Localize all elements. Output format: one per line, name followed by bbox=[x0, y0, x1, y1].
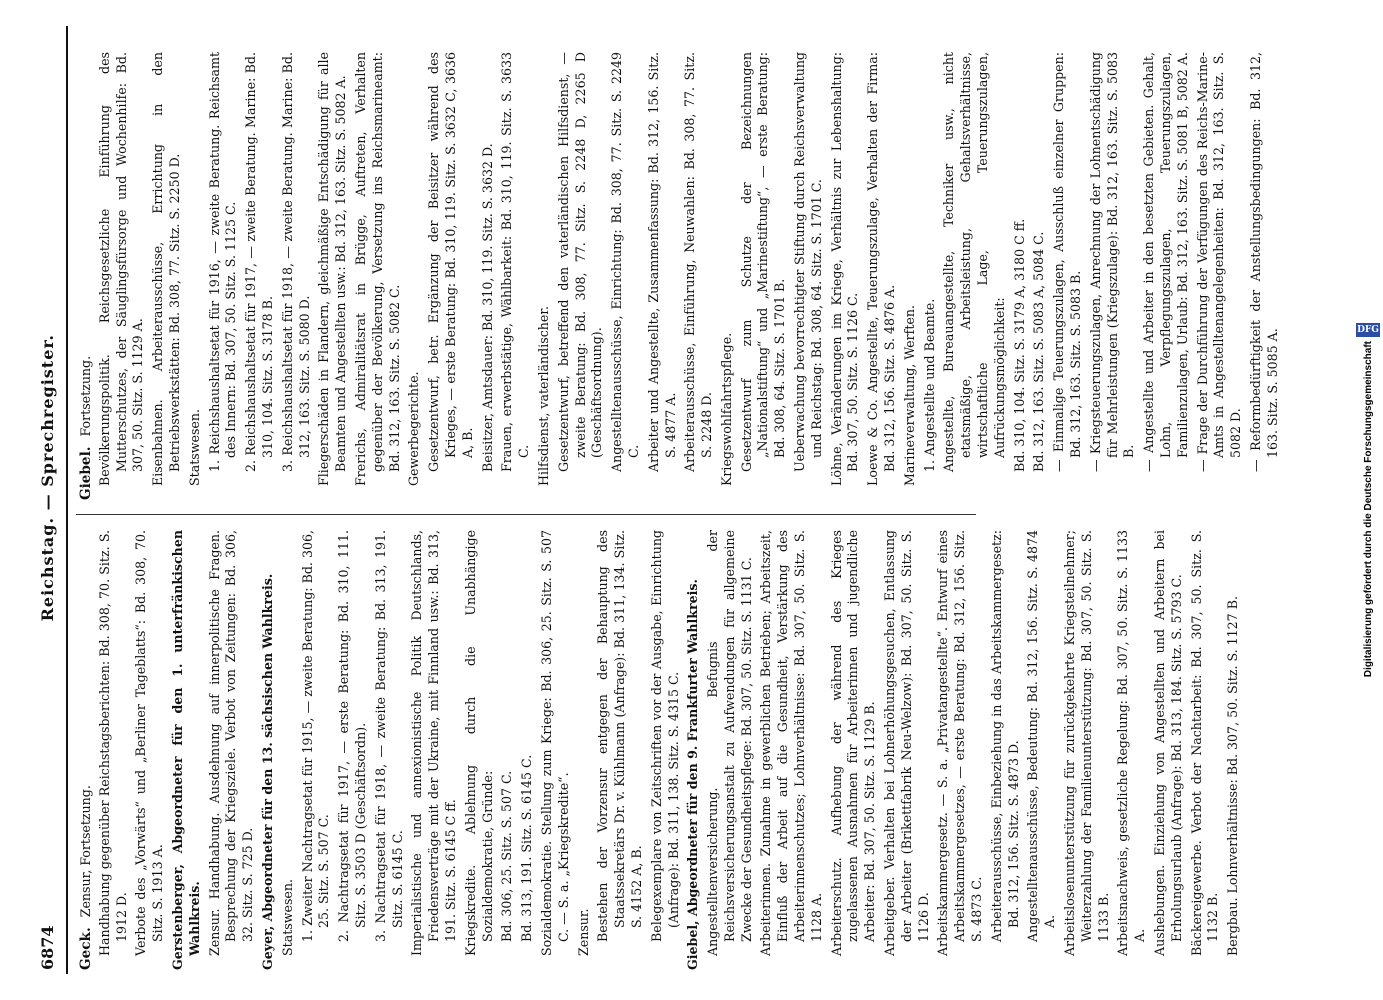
list-item: Eisenbahnen. Arbeiterausschüsse, Errichtung in den Betriebswerkstätten: Bd. 308, 77. Sitz. S. 2250 D. bbox=[150, 52, 182, 486]
list-item: Aushebungen. Einziehung von Angestellten und Arbeitern bei Erholungsurlaub (Anfrage): Bd. 313, 184. Sitz. S. 5793 C. bbox=[1152, 530, 1184, 956]
list-item: Loewe & Co. Angestellte, Teuerungszulage, Verhalten der Firma: Bd. 312, 156. Sitz. S. 4876 A. bbox=[865, 52, 898, 486]
list-item: Bd. 306, 25. Sitz. S. 507 C. bbox=[499, 770, 515, 942]
list-item: Statswesen. bbox=[186, 409, 202, 486]
list-item: — Angestellte und Arbeiter in den besetzten Gebieten. Gehalt, Lohn, Verpflegungszulagen, Teuerungszulagen, Familienzulagen, Urlaub: Bd. 312, 163. Sitz. S. 5081 B, 5082 A. bbox=[1141, 52, 1190, 472]
list-item: — Kriegsteuerungszulagen, Anrechnung der Lohnentschädigung für Mehrleistungen (Kriegszulage): Bd. 312, 163. Sitz. S. 5083 B. bbox=[1087, 52, 1137, 472]
list-item: Arbeiterausschüsse, Einbeziehung in das Arbeitskammergesetz: Bd. 312, 156. Sitz. S. 4873 D. bbox=[988, 530, 1021, 942]
page-header bbox=[38, 30, 64, 970]
list-item: Frauen, erwerbstätige, Wählbarkeit: Bd. 310, 119. Sitz. S. 3633 C. bbox=[499, 52, 532, 472]
list-item: Bergbau. Lohnverhältnisse: Bd. 307, 50. Sitz. S. 1127 B. bbox=[1225, 596, 1241, 956]
left-column bbox=[76, 530, 1241, 970]
list-item: Angestelltenausschüsse, Bedeutung: Bd. 312, 156. Sitz. S. 4874 A. bbox=[1025, 530, 1058, 942]
list-item: Angestellte, Bureauangestellte, Techniker usw., nicht etatsmäßige, Arbeitsleistung, Gehaltsverhältnisse, wirtschaftliche Lage, Teuerungszulagen, Aufrückungsmöglichkeit: bbox=[941, 52, 1007, 472]
list-item: Bevölkerungspolitik. Reichsgesetzliche Einführung des Mutterschutzes, der Säuglingsfürsorge und Wochenhilfe: Bd. 307, 50. Sitz. S. 1129 A. bbox=[96, 52, 146, 486]
dfg-badge: DFG bbox=[1357, 324, 1379, 335]
list-item: Arbeitslosenunterstützung für zurückgekehrte Kriegsteilnehmer; Weiterzahlung der Familienunterstützung: Bd. 307, 50. Sitz. S. 1133 B. bbox=[1062, 530, 1111, 956]
list-item: 2. Nachtragsetat für 1917, — erste Beratung: Bd. 310, 111. Sitz. S. 3503 D (Geschäftsordn). bbox=[336, 530, 368, 942]
header-rule bbox=[66, 26, 68, 974]
list-item: Marineverwaltung, Werften. bbox=[901, 305, 917, 486]
list-item: 1. Reichshaushaltsetat für 1916, — zweite Beratung. Reichsamt des Innern: Bd. 307, 50. Sitz. S. 1125 C. bbox=[206, 52, 239, 472]
list-item: Bestehen der Vorzensur entgegen der Behauptung des Staatssekretärs Dr. v. Kühlmann (Anfrage): Bd. 311, 134. Sitz. S. 4152 A, B. bbox=[595, 530, 644, 942]
list-item: Beisitzer, Amtsdauer: Bd. 310, 119. Sitz. S. 3632 D. bbox=[479, 143, 495, 472]
list-item: Kriegswohlfahrtspflege. bbox=[718, 332, 734, 486]
list-item: Frerichs, Admiralitätsrat in Brügge, Auftreten, Verhalten gegenüber der Bevölkerung, Versetzung ins Reichsmarineamt: Bd. 312, 163. Sitz. S. 5082 C. bbox=[352, 52, 402, 486]
section-sub: Fortsetzung. bbox=[78, 355, 93, 437]
list-item: Angestelltenausschüsse, Einrichtung: Bd. 308, 77. Sitz. S. 2249 C. bbox=[609, 52, 641, 472]
list-item: Bd. 313, 191. Sitz. S. 6145 C. bbox=[519, 754, 535, 942]
list-item: Arbeiter und Angestellte, Zusammenfassung: Bd. 312, 156. Sitz. S. 4877 A. bbox=[645, 52, 678, 472]
list-item: Bd. 310, 104. Sitz. S. 3179 A, 3180 C ff. bbox=[1011, 218, 1027, 472]
list-item: Handhabung gegenüber Reichstagsberichten: Bd. 308, 70. Sitz. S. 1912 D. bbox=[96, 530, 129, 956]
page-number: 6874 bbox=[38, 925, 57, 970]
speaker-name: Geyer, Abgeordneter für den 13. sächsischen Wahlkreis. bbox=[259, 573, 275, 970]
list-item: Löhne, Veränderungen im Kriege, Verhältnis zur Lebenshaltung: Bd. 307, 50. Sitz. S. 1126 C. bbox=[828, 52, 861, 486]
list-item: Ueberwachung bevorrechtigter Stiftung durch Reichsverwaltung und Reichstag: Bd. 308, 64. Sitz. S. 1701 C. bbox=[792, 52, 824, 472]
list-item: Bäckereigewerbe. Verbot der Nachtarbeit: Bd. 307, 50. Sitz. S. 1132 B. bbox=[1188, 530, 1221, 956]
section-name: Giebel. bbox=[78, 446, 94, 500]
list-item: Arbeitsnachweis, gesetzliche Regelung: Bd. 307, 50. Sitz. S. 1133 A. bbox=[1115, 530, 1148, 956]
credit-text: Digitalisierung gefördert durch die Deutsche Forschungsgemeinschaft bbox=[1362, 340, 1374, 678]
list-item: 1. Zweiter Nachtragsetat für 1915, — zweite Beratung: Bd. 306, 25. Sitz. S. 507 C. bbox=[299, 530, 332, 942]
list-item: Kriegskredite. Ablehnung durch die Unabhängige Sozialdemokratie, Gründe: bbox=[462, 530, 495, 956]
speaker-name: Giebel, Abgeordneter für den 9. Frankfurter Wahlkreis. bbox=[685, 579, 701, 970]
page-title: Reichstag. — Sprechregister. bbox=[38, 334, 57, 622]
section-heading-geck bbox=[78, 530, 95, 970]
list-item: Verbote des „Vorwärts“ und „Berliner Tageblatts“: Bd. 308, 70. Sitz. S. 1913 A. bbox=[133, 530, 166, 956]
list-item: — Einmalige Teuerungszulagen, Ausschluß einzelner Gruppen: Bd. 312, 163. Sitz. S. 5083 B. bbox=[1051, 52, 1084, 472]
list-item: 3. Nachtragsetat für 1918, — zweite Beratung: Bd. 313, 191. Sitz. S. 6145 C. bbox=[372, 530, 405, 942]
list-item: — Reformbedürftigkeit der Anstellungsbedingungen: Bd. 312, 163. Sitz. S. 5085 A. bbox=[1248, 52, 1280, 472]
list-item: Arbeiterinnen. Zunahme in gewerblichen Betrieben; Arbeitszeit, Einfluß der Arbeit auf die Gesundheit, Verstärkung des Arbeiterinnenschutzes; Lohnverhältnisse: Bd. 307, 50. Sitz. S. 1128 A. bbox=[758, 530, 824, 956]
list-item: Sozialdemokratie. Stellung zum Kriege: Bd. 306, 25. Sitz. S. 507 C. — S. a. „Kriegskredite“. bbox=[538, 530, 571, 956]
list-item: — Frage der Durchführung der Verfügungen des Reichs-Marine-Amts in Angestelltenangelegenheiten: Bd. 312, 163. Sitz. S. 5082 D. bbox=[1194, 52, 1244, 472]
speaker-entry bbox=[260, 530, 277, 970]
list-item: Hilfsdienst, vaterländischer. bbox=[535, 306, 551, 486]
list-item: Gesetzentwurf zum Schutze der Bezeichnungen „Nationalstiftung“ und „Marinestiftung“, — erste Beratung: Bd. 308, 64. Sitz. S. 1701 B. bbox=[738, 52, 788, 472]
list-item: Zensur. Handhabung. Ausdehnung auf innerpolitische Fragen. Besprechung der Kriegsziele. Verbot von Zeitungen: Bd. 306, 32. Sitz. S. 725 D. bbox=[206, 530, 256, 956]
list-item: Fliegerschäden in Flandern, gleichmäßige Entschädigung für alle Beamten und Angestellten usw.: Bd. 312, 163. Sitz. S. 5082 A. bbox=[316, 52, 349, 486]
list-item: 1. Angestellte und Beamte. bbox=[921, 298, 937, 472]
list-item: 2. Reichshaushaltsetat für 1917, — zweite Beratung. Marine: Bd. 310, 104. Sitz. S. 3178 B. bbox=[243, 52, 275, 472]
section-heading-giebel bbox=[78, 52, 95, 500]
list-item: Angestelltenversicherung. Befugnis der Reichsversicherungsanstalt zu Aufwendungen für allgemeine Zwecke der Gesundheitspflege: Bd. 307, 50. Sitz. S. 1131 C. bbox=[705, 530, 754, 956]
column-divider bbox=[76, 514, 976, 515]
list-item: Gewerbegerichte. bbox=[406, 371, 422, 486]
list-item: Arbeiterschutz. Aufhebung der während des Krieges zugelassenen Ausnahmen für Arbeiterinnen und jugendliche Arbeiter: Bd. 307, 50. Sitz. S. 1129 B. bbox=[828, 530, 878, 956]
list-item: Belegexemplare von Zeitschriften vor der Ausgabe, Einrichtung (Anfrage): Bd. 311, 138. Sitz. S. 4315 C. bbox=[648, 530, 681, 942]
list-item: Arbeitgeber. Verhalten bei Lohnerhöhungsgesuchen, Entlassung der Arbeiter (Brikettfabrik Neu-Welzow): Bd. 307, 50. Sitz. S. 1126 D. bbox=[882, 530, 931, 956]
digitization-credit bbox=[1357, 6, 1379, 994]
list-item: Zensur. bbox=[575, 908, 591, 956]
speaker-entry bbox=[170, 530, 204, 970]
list-item: Statswesen. bbox=[279, 879, 295, 956]
speaker-name: Gerstenberger, Abgeordneter für den 1. unterfränkischen Wahlkreis. bbox=[169, 530, 202, 970]
section-sub: Zensur, Fortsetzung. bbox=[78, 785, 93, 918]
list-item: Bd. 312, 163. Sitz. S. 5083 A, 5084 C. bbox=[1031, 231, 1047, 472]
list-item: Arbeiterausschüsse, Einführung, Neuwahlen: Bd. 308, 77. Sitz. S. 2248 D. bbox=[682, 52, 715, 472]
list-item: Imperialistische und annexionistische Politik Deutschlands, Friedensverträge mit der Ukraine, mit Finnland usw.: Bd. 313, 191. Sitz. S. 6145 C ff. bbox=[409, 530, 458, 956]
right-column bbox=[76, 52, 1280, 500]
list-item: Gesetzentwurf, betreffend den vaterländischen Hilfsdienst, — zweite Beratung: Bd. 308, 77. Sitz. S. 2248 D, 2265 D (Geschäftsordnung). bbox=[555, 52, 605, 472]
list-item: Gesetzentwurf, betr. Ergänzung der Beisitzer während des Krieges, — erste Beratung: Bd. 310, 119. Sitz. S. 3632 C, 3636 A, B. bbox=[426, 52, 475, 472]
list-item: 3. Reichshaushaltsetat für 1918, — zweite Beratung. Marine: Bd. 312, 163. Sitz. S. 5080 D. bbox=[279, 52, 312, 472]
credit-wrap bbox=[1356, 323, 1380, 677]
speaker-entry bbox=[685, 530, 702, 970]
list-item: Arbeitskammergesetz. — S. a. „Privatangestellte“. Entwurf eines Arbeitskammergesetzes, — erste Beratung: Bd. 312, 156. Sitz. S. 4873 C. bbox=[935, 530, 985, 956]
section-name: Geck. bbox=[78, 927, 94, 970]
